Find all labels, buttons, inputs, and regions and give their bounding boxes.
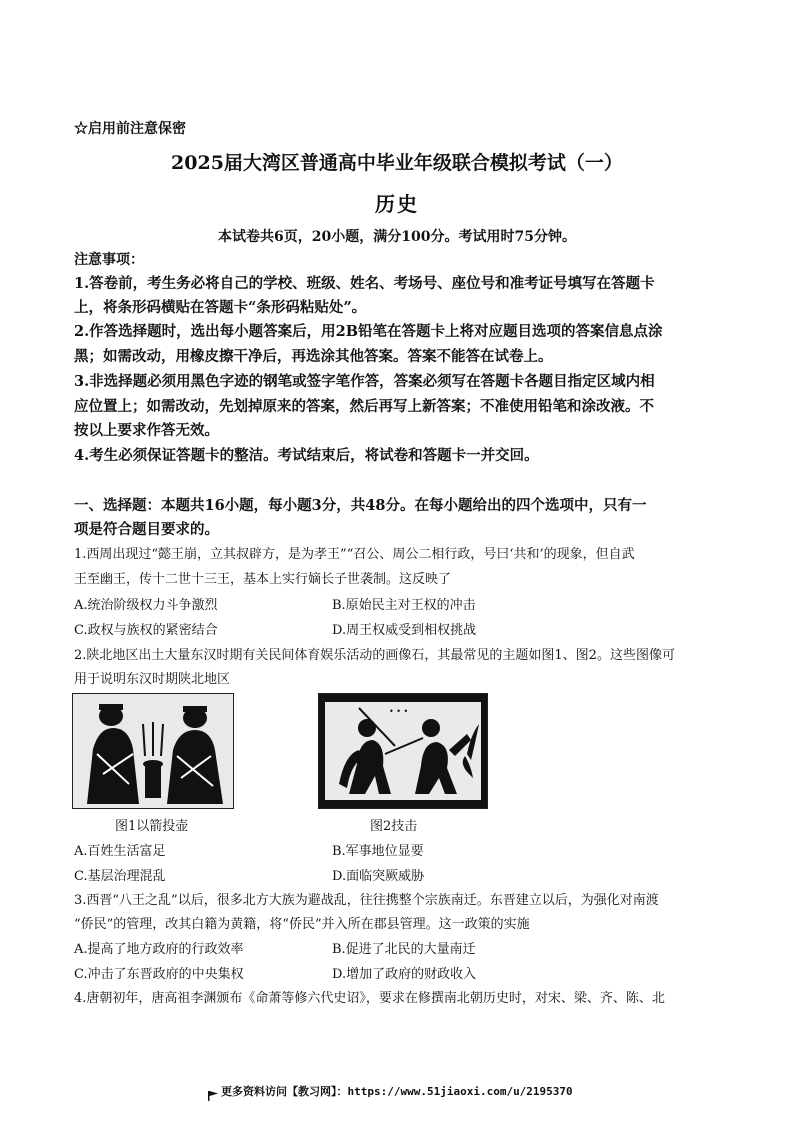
q3-option-c[interactable]: C.冲击了东晋政府的中央集权 xyxy=(74,967,244,982)
q2-option-c[interactable]: C.基层治理混乱 xyxy=(74,869,166,884)
figure-1-relief xyxy=(72,693,234,809)
notice-heading: 注意事项： xyxy=(74,252,144,268)
q1-option-b[interactable]: B.原始民主对王权的冲击 xyxy=(332,598,476,613)
question-3-text: 3.西晋“八王之乱”以后，很多北方大族为避战乱，往往携整个宗族南迁。东晋建立以后，为强化对南渡 xyxy=(74,893,659,908)
question-4-text: 4.唐朝初年，唐高祖李渊颁布《命萧等修六代史诏》，要求在修撰南北朝历史时，对宋、梁、齐、陈、北 xyxy=(74,991,665,1006)
section-heading: 项是符合题目要求的。 xyxy=(74,521,219,538)
q2-option-b[interactable]: B.军事地位显要 xyxy=(332,844,424,859)
notice-line: 按以上要求作答无效。 xyxy=(74,422,219,439)
notice-line: 黑；如需改动，用橡皮擦干净后，再选涂其他答案。答案不能答在试卷上。 xyxy=(74,348,553,365)
notice-line: 4.考生必须保证答题卡的整洁。考试结束后，将试卷和答题卡一并交回。 xyxy=(74,447,539,464)
figure-2-relief xyxy=(318,693,488,809)
q1-option-a[interactable]: A.统治阶级权力斗争激烈 xyxy=(74,598,218,613)
exam-title: 2025届大湾区普通高中毕业年级联合模拟考试（一） xyxy=(171,152,623,174)
figure-2-inscription: • • • xyxy=(389,707,409,716)
question-2-text: 用于说明东汉时期陕北地区 xyxy=(74,672,231,687)
subject-title: 历史 xyxy=(375,192,419,216)
question-2-text: 2.陕北地区出土大量东汉时期有关民间体育娱乐活动的画像石，其最常见的主题如图1、图2。这些图像可 xyxy=(74,648,675,663)
notice-line: 3.非选择题必须用黑色字迹的钢笔或签字笔作答，答案必须写在答题卡各题目指定区域内相 xyxy=(74,373,655,390)
notice-line: 上，将条形码横贴在答题卡“条形码粘贴处”。 xyxy=(74,299,367,316)
q3-option-a[interactable]: A.提高了地方政府的行政效率 xyxy=(74,942,244,957)
question-3-text: “侨民”的管理，改其白籍为黄籍，将“侨民”并入所在郡县管理。这一政策的实施 xyxy=(74,917,530,932)
question-1-text: 1.西周出现过“懿王崩，立其叔辟方，是为孝王”“召公、周公二相行政，号曰‘共和’的现象，但自武 xyxy=(74,547,635,562)
q1-option-c[interactable]: C.政权与族权的紧密结合 xyxy=(74,623,218,638)
q3-option-b[interactable]: B.促进了北民的大量南迁 xyxy=(332,942,476,957)
figure-2-caption: 图2技击 xyxy=(370,819,418,834)
q1-option-d[interactable]: D.周王权威受到相权挑战 xyxy=(332,623,477,638)
confidential-mark: ☆启用前注意保密 xyxy=(74,121,186,137)
footer-link[interactable]: 更多资料访问【教习网】：https://www.51jiaoxi.com/u/2195370 xyxy=(221,1085,573,1098)
q2-option-a[interactable]: A.百姓生活富足 xyxy=(74,844,166,859)
q3-option-d[interactable]: D.增加了政府的财政收入 xyxy=(332,967,477,982)
footer-flag-icon xyxy=(208,1086,218,1096)
figure-1-caption: 图1以箭投壶 xyxy=(115,819,189,834)
section-heading: 一、选择题：本题共16小题，每小题3分，共48分。在每小题给出的四个选项中，只有一 xyxy=(74,497,647,514)
notice-line: 2.作答选择题时，选出每小题答案后，用2B铅笔在答题卡上将对应题目选项的答案信息点涂 xyxy=(74,323,663,340)
q2-option-d[interactable]: D.面临突厥威胁 xyxy=(332,869,425,884)
notice-line: 1.答卷前，考生务必将自己的学校、班级、姓名、考场号、座位号和准考证号填写在答题卡 xyxy=(74,275,655,292)
exam-info: 本试卷共6页，20小题，满分100分。考试用时75分钟。 xyxy=(218,229,576,245)
question-1-text: 王至幽王，传十二世十三王，基本上实行嫡长子世袭制。这反映了 xyxy=(74,572,452,587)
notice-line: 应位置上；如需改动，先划掉原来的答案，然后再写上新答案；不准使用铅笔和涂改液。不 xyxy=(74,398,654,415)
